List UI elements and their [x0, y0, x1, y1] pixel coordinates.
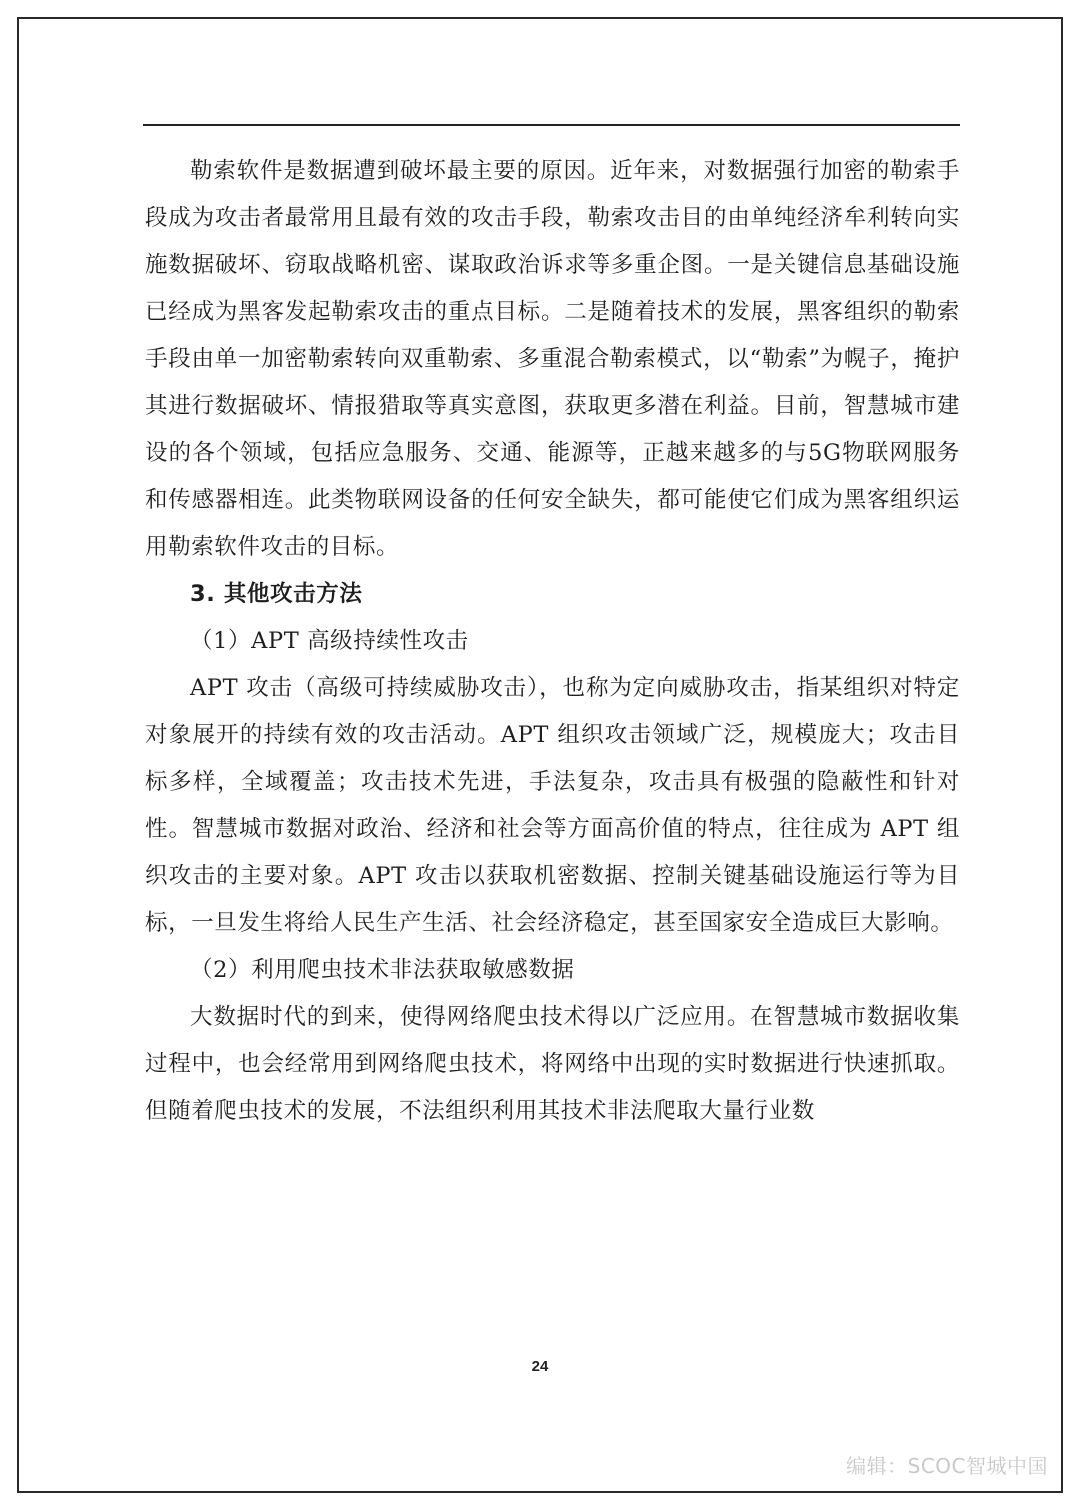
- subheading-apt: （1）APT 高级持续性攻击: [190, 628, 469, 654]
- header-rule: [143, 124, 960, 126]
- subheading-crawler: （2）利用爬虫技术非法获取敏感数据: [190, 957, 575, 983]
- editor-credit-watermark: 编辑：SCOC智城中国: [846, 1454, 1048, 1478]
- paragraph-apt: APT 攻击（高级可持续威胁攻击），也称为定向威胁攻击，指某组织对特定对象展开的持续有效的攻击活动。APT 组织攻击领域广泛，规模庞大；攻击目标多样，全域覆盖；攻击技术先进，手法复杂，攻击具有极强的隐蔽性和针对性。智慧城市数据对政治、经济和社会等方面高价值的特点，往往成为 APT 组织攻击的主要对象。APT 攻击以获取机密数据、控制关键基础设施运行等为目标，一旦发生将给人民生产生活、社会经济稳定，甚至国家安全造成巨大影响。: [145, 675, 960, 936]
- paragraph-crawler: 大数据时代的到来，使得网络爬虫技术得以广泛应用。在智慧城市数据收集过程中，也会经常用到网络爬虫技术，将网络中出现的实时数据进行快速抓取。但随着爬虫技术的发展，不法组织利用其技术非法爬取大量行业数: [145, 1004, 960, 1124]
- page-number: 24: [531, 1358, 549, 1375]
- document-body: [145, 148, 960, 1135]
- paragraph-ransomware: 勒索软件是数据遭到破坏最主要的原因。近年来，对数据强行加密的勒索手段成为攻击者最常用且最有效的攻击手段，勒索攻击目的由单纯经济牟利转向实施数据破坏、窃取战略机密、谋取政治诉求等多重企图。一是关键信息基础设施已经成为黑客发起勒索攻击的重点目标。二是随着技术的发展，黑客组织的勒索手段由单一加密勒索转向双重勒索、多重混合勒索模式，以“勒索”为幌子，掩护其进行数据破坏、情报猎取等真实意图，获取更多潜在利益。目前，智慧城市建设的各个领域，包括应急服务、交通、能源等，正越来越多的与5G物联网服务和传感器相连。此类物联网设备的任何安全缺失，都可能使它们成为黑客组织运用勒索软件攻击的目标。: [145, 158, 960, 560]
- section-heading-other-attacks: 3. 其他攻击方法: [190, 581, 363, 607]
